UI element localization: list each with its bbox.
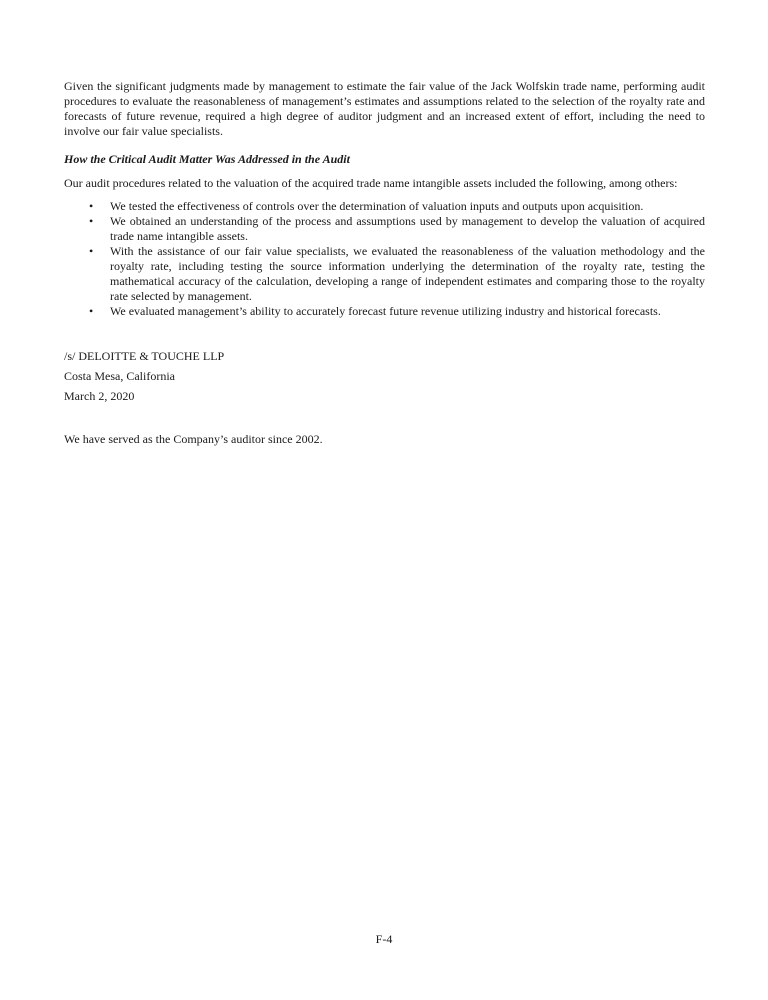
list-item-text: We obtained an understanding of the process and assumptions used by management to develop the valuation of acquired trade name intangible assets. <box>110 214 705 243</box>
paragraph-audit-procedures-intro: Our audit procedures related to the valuation of the acquired trade name intangible assets included the following, among others: <box>64 176 678 190</box>
auditor-signature: /s/ DELOITTE & TOUCHE LLP <box>64 349 225 363</box>
list-item-text: With the assistance of our fair value specialists, we evaluated the reasonableness of the valuation methodology and the royalty rate, including testing the source information underlying the determination of the royalty rate, testing the mathematical accuracy of the calculation, developing a range of independent estimates and comparing those to the royalty rate selected by management. <box>110 244 705 303</box>
auditor-tenure-statement: We have served as the Company’s auditor since 2002. <box>64 432 323 446</box>
document-content <box>64 0 705 459</box>
bullet-icon: • <box>89 244 94 258</box>
signature-block <box>64 346 705 406</box>
list-item-text: We tested the effectiveness of controls over the determination of valuation inputs and outputs upon acquisition. <box>110 199 644 213</box>
bullet-icon: • <box>89 304 94 318</box>
list-item <box>64 214 705 244</box>
audit-procedures-list <box>64 199 705 319</box>
list-item-text: We evaluated management’s ability to accurately forecast future revenue utilizing industry and historical forecasts. <box>110 304 661 318</box>
section-heading-critical-audit-matter: How the Critical Audit Matter Was Addressed in the Audit <box>64 152 350 166</box>
bullet-icon: • <box>89 214 94 228</box>
list-item <box>64 199 705 214</box>
list-item <box>64 304 705 319</box>
bullet-icon: • <box>89 199 94 213</box>
auditor-location: Costa Mesa, California <box>64 369 175 383</box>
list-item <box>64 244 705 304</box>
report-date: March 2, 2020 <box>64 389 135 403</box>
page-number: F-4 <box>375 932 393 946</box>
paragraph-judgments: Given the significant judgments made by management to estimate the fair value of the Jack Wolfskin trade name, performing audit procedures to evaluate the reasonableness of management’s estimates and assumptions related to the selection of the royalty rate and forecasts of future revenue, required a high degree of auditor judgment and an increased extent of effort, including the need to involve our fair value specialists. <box>64 79 705 138</box>
